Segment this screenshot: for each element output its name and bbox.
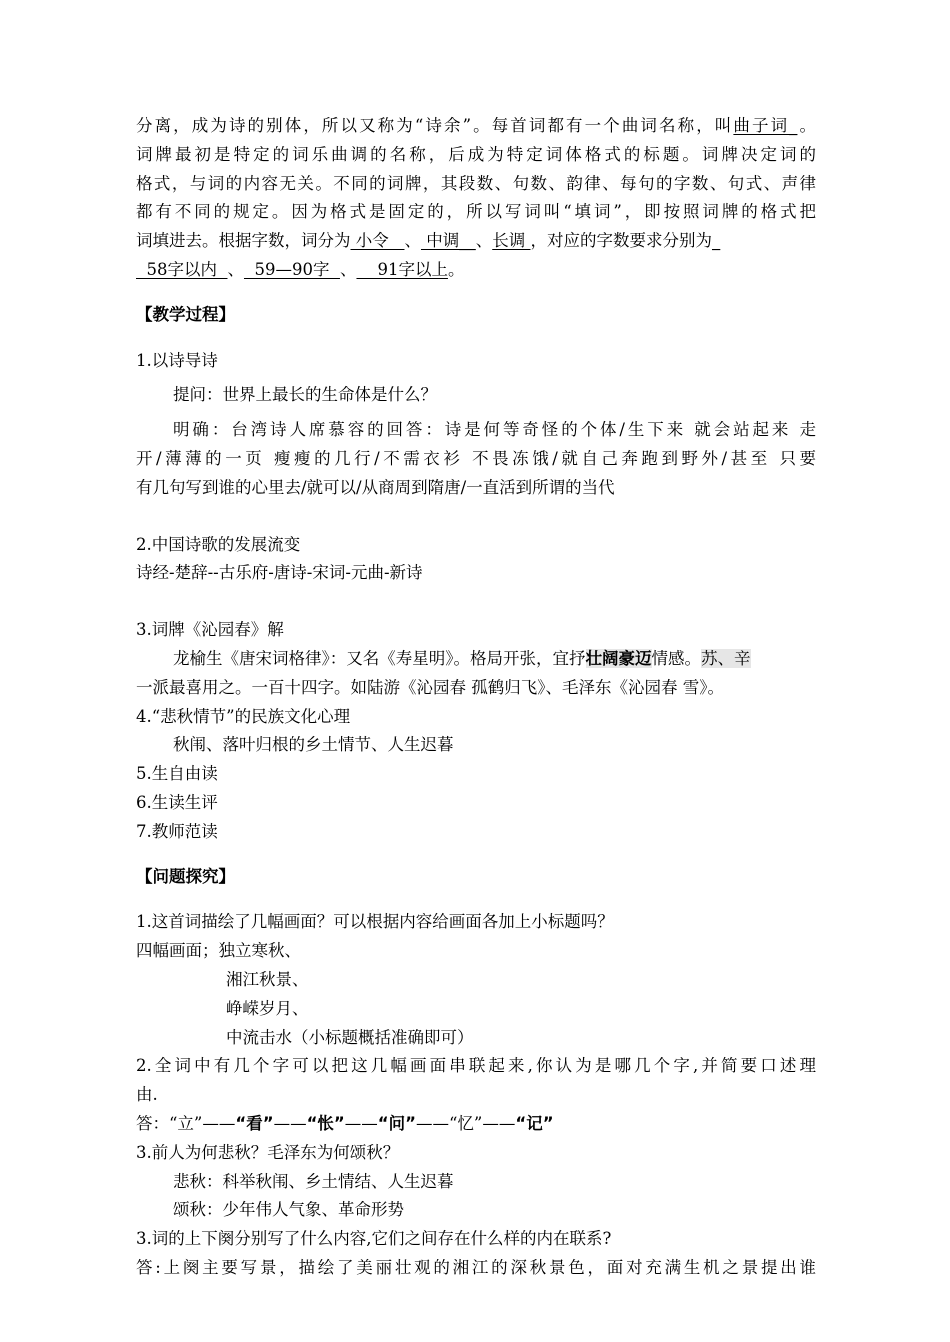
intro-line-1 bbox=[136, 112, 816, 141]
blank-answer: 长调 bbox=[492, 231, 531, 251]
section-7-title: 7.教师范读 bbox=[136, 821, 218, 841]
blank-answer: 91字以上 bbox=[356, 259, 448, 279]
section-3-line-1 bbox=[136, 645, 816, 674]
bold-text: “怅” bbox=[306, 1113, 345, 1133]
blank-answer: 曲子词_ bbox=[733, 116, 798, 135]
bold-text: “问” bbox=[377, 1113, 416, 1133]
inquiry-q3: 3.前人为何悲秋？毛泽东为何颂秋？ bbox=[136, 1142, 400, 1162]
inquiry-q1-answer-1: 四幅画面；独立寒秋、 bbox=[136, 941, 301, 961]
text: —— bbox=[273, 1113, 307, 1133]
answer-line-3: 有几句写到谁的心里去/就可以/从商周到隋唐/一直活到所谓的当代 bbox=[136, 477, 615, 497]
teaching-process-heading: 【教学过程】 bbox=[136, 305, 235, 325]
section-6-title: 6.生读生评 bbox=[136, 792, 218, 812]
intro-line-5 bbox=[136, 227, 816, 256]
intro-line-3: 格式，与词的内容无关。不同的词牌，其段数、句数、韵律、每句的字数、句式、声律 bbox=[136, 173, 816, 193]
blank-answer: 中调__ bbox=[420, 231, 476, 251]
section-3-title: 3.词牌《沁园春》解 bbox=[136, 620, 284, 640]
section-2-detail: 诗经-楚辞--古乐府-唐诗-宋词-元曲-新诗 bbox=[136, 563, 423, 583]
highlight-text: 壮阔豪迈 bbox=[585, 648, 652, 668]
text: 答：“立”—— bbox=[136, 1113, 236, 1133]
text: 、 bbox=[475, 231, 493, 251]
bold-text: “记” bbox=[515, 1113, 554, 1133]
text: 、 bbox=[339, 259, 357, 279]
inquiry-q2-line-1: 2.全词中有几个字可以把这几幅画面串联起来,你认为是哪几个字,并简要口述理 bbox=[136, 1056, 816, 1076]
inquiry-q1-answer-4: 中流击水（小标题概括准确即可） bbox=[226, 1027, 474, 1047]
text: 词填进去。根据字数，词分为 bbox=[136, 231, 351, 251]
intro-line-6 bbox=[136, 256, 816, 285]
text: 。 bbox=[797, 116, 817, 135]
inquiry-heading: 【问题探究】 bbox=[136, 867, 235, 887]
inquiry-q4-answer: 答:上阕主要写景，描绘了美丽壮观的湘江的深秋景色，面对充满生机之景提出谁 bbox=[136, 1257, 816, 1277]
inquiry-q1-answer-3: 峥嵘岁月、 bbox=[226, 998, 309, 1018]
text: 、 bbox=[227, 259, 244, 279]
section-2-title: 2.中国诗歌的发展流变 bbox=[136, 534, 301, 554]
text: 、 bbox=[404, 231, 421, 251]
section-3-line-2: 一派最喜用之。一百十四字。如陆游《沁园春 孤鹤归飞》、毛泽东《沁园春 雪》。 bbox=[136, 677, 724, 697]
section-4-title: 4.“悲秋情节”的民族文化心理 bbox=[136, 706, 351, 726]
blank-answer: 58字以内 bbox=[136, 259, 228, 279]
text: 分离，成为诗的别体，所以又称为“诗余”。每首词都有一个曲词名称，叫 bbox=[136, 116, 734, 135]
text: 。 bbox=[447, 259, 465, 279]
answer-line-2: 开/薄薄的一页 瘦瘦的几行/不需衣衫 不畏冻饿/就自己奔跑到野外/甚至 只要 bbox=[136, 448, 816, 468]
document-page bbox=[136, 112, 816, 1283]
inquiry-q2-answer bbox=[136, 1110, 816, 1139]
text: 龙榆生《唐宋词格律》：又名《寿星明》。格局开张，宜抒 bbox=[173, 648, 586, 668]
inquiry-q4: 3.词的上下阕分别写了什么内容,它们之间存在什么样的内在联系? bbox=[136, 1229, 612, 1249]
inquiry-q1: 1.这首词描绘了几幅画面？可以根据内容给画面各加上小标题吗？ bbox=[136, 912, 614, 932]
intro-line-2: 词牌最初是特定的词乐曲调的名称，后成为特定词体格式的标题。词牌决定词的 bbox=[136, 144, 816, 164]
blank-answer: 小令 bbox=[350, 231, 405, 251]
inquiry-q2-line-2: 由. bbox=[136, 1085, 158, 1105]
blank-answer: 59—90字 bbox=[243, 259, 340, 279]
section-5-title: 5.生自由读 bbox=[136, 764, 218, 784]
section-4-detail: 秋闱、落叶归根的乡土情节、人生迟暮 bbox=[173, 735, 454, 755]
text: —— bbox=[344, 1113, 378, 1133]
text: ，对应的字数要求分别为 bbox=[530, 231, 712, 251]
section-1-title: 1.以诗导诗 bbox=[136, 350, 218, 370]
blank-answer: _ bbox=[711, 231, 721, 251]
inquiry-q3-answer-2: 颂秋：少年伟人气象、革命形势 bbox=[173, 1200, 404, 1220]
intro-line-4: 都有不同的规定。因为格式是固定的，所以写词叫“填词”，即按照词牌的格式把 bbox=[136, 202, 816, 222]
answer-line-1: 明确：台湾诗人席慕容的回答：诗是何等奇怪的个体/生下来 就会站起来 走 bbox=[173, 420, 816, 440]
highlight-text: 苏、辛 bbox=[701, 648, 751, 668]
question-text: 提问：世界上最长的生命体是什么？ bbox=[173, 385, 437, 405]
bold-text: “看” bbox=[235, 1113, 274, 1133]
text: ——“忆”—— bbox=[415, 1113, 516, 1133]
inquiry-q3-answer-1: 悲秋：科举秋闱、乡土情结、人生迟暮 bbox=[173, 1171, 454, 1191]
inquiry-q1-answer-2: 湘江秋景、 bbox=[226, 969, 309, 989]
text: 情感。 bbox=[651, 648, 701, 668]
